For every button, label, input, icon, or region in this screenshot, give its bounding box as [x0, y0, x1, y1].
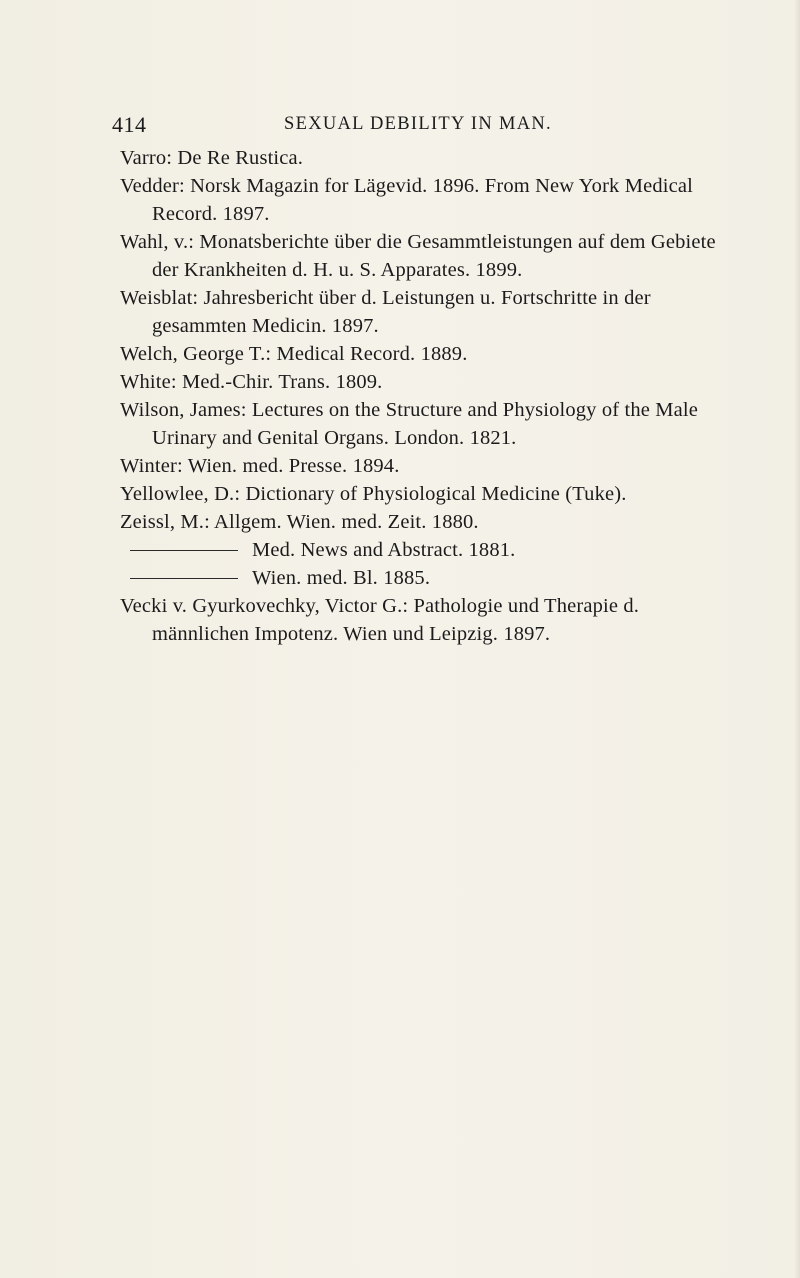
bibliography-list [120, 144, 720, 648]
bibliography-entry: Winter: Wien. med. Presse. 1894. [120, 455, 400, 477]
page-edge-shadow [794, 0, 800, 1278]
bibliography-entry: Vedder: Norsk Magazin for Lägevid. 1896. From New York Medical Record. 1897. [120, 175, 693, 225]
bibliography-entry: Varro: De Re Rustica. [120, 147, 304, 169]
bibliography-entry-ditto: Med. News and Abstract. 1881. [120, 536, 720, 564]
bibliography-entry: Welch, George T.: Medical Record. 1889. [120, 343, 468, 365]
bibliography-entry-ditto: Wien. med. Bl. 1885. [120, 564, 720, 592]
bibliography-entry: Wilson, James: Lectures on the Structure and Physiology of the Male Urinary and Genital Organs. London. 1821. [120, 399, 698, 449]
running-head: SEXUAL DEBILITY IN MAN. [284, 114, 552, 134]
page-number: 414 [112, 112, 147, 137]
bibliography-entry: Yellowlee, D.: Dictionary of Physiological Medicine (Tuke). [120, 483, 627, 505]
ditto-dash [130, 550, 238, 551]
ditto-dash [130, 578, 238, 579]
bibliography-entry: White: Med.-Chir. Trans. 1809. [120, 371, 383, 393]
bibliography-entry: Wahl, v.: Monatsberichte über die Gesammtleistungen auf dem Gebiete der Krankheiten d. H. u. S. Apparates. 1899. [120, 231, 716, 281]
bibliography-entry: Weisblat: Jahresbericht über d. Leistungen u. Fortschritte in der gesammten Medicin. 1897. [120, 287, 651, 337]
page-header [112, 112, 682, 142]
bibliography-entry: Zeissl, M.: Allgem. Wien. med. Zeit. 1880. [120, 511, 479, 533]
bibliography-entry: Vecki v. Gyurkovechky, Victor G.: Pathologie und Therapie d. männlichen Impotenz. Wien und Leipzig. 1897. [120, 595, 640, 645]
